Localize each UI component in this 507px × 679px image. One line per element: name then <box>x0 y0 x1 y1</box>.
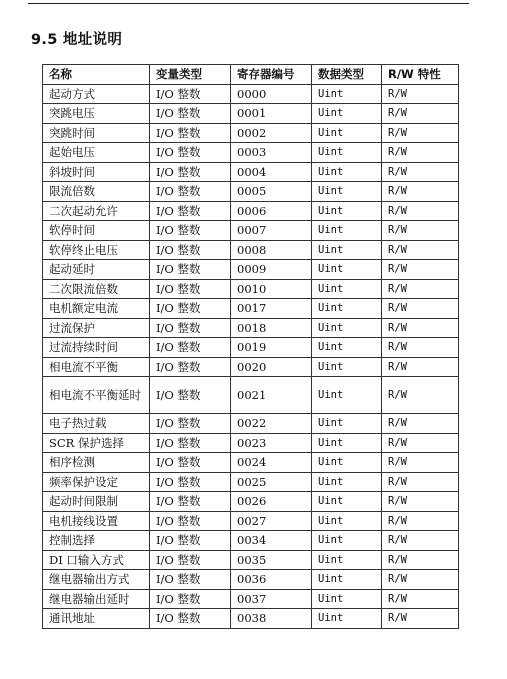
cell-register-number: 0009 <box>231 260 312 280</box>
cell-register-number: 0010 <box>231 279 312 299</box>
cell-rw: R/W <box>382 570 459 590</box>
cell-variable-type: I/O 整数 <box>150 143 231 163</box>
cell-name: 二次起动允许 <box>43 201 150 221</box>
cell-register-number: 0027 <box>231 511 312 531</box>
header-rw: R/W 特性 <box>382 65 459 85</box>
cell-data-type: Uint <box>312 318 382 338</box>
cell-variable-type: I/O 整数 <box>150 162 231 182</box>
cell-name: DI 口输入方式 <box>43 550 150 570</box>
cell-variable-type: I/O 整数 <box>150 589 231 609</box>
cell-variable-type: I/O 整数 <box>150 472 231 492</box>
cell-rw: R/W <box>382 609 459 629</box>
cell-variable-type: I/O 整数 <box>150 84 231 104</box>
table-row <box>43 338 459 358</box>
cell-name: 相电流不平衡 <box>43 357 150 377</box>
cell-variable-type: I/O 整数 <box>150 377 231 414</box>
cell-register-number: 0017 <box>231 299 312 319</box>
cell-data-type: Uint <box>312 201 382 221</box>
cell-variable-type: I/O 整数 <box>150 511 231 531</box>
cell-data-type: Uint <box>312 123 382 143</box>
cell-data-type: Uint <box>312 453 382 473</box>
cell-data-type: Uint <box>312 357 382 377</box>
table-header-row <box>43 65 459 85</box>
cell-register-number: 0036 <box>231 570 312 590</box>
cell-register-number: 0002 <box>231 123 312 143</box>
cell-register-number: 0024 <box>231 453 312 473</box>
cell-variable-type: I/O 整数 <box>150 414 231 434</box>
cell-register-number: 0003 <box>231 143 312 163</box>
cell-variable-type: I/O 整数 <box>150 433 231 453</box>
table-row <box>43 104 459 124</box>
cell-register-number: 0008 <box>231 240 312 260</box>
table-row <box>43 570 459 590</box>
cell-variable-type: I/O 整数 <box>150 123 231 143</box>
cell-name: 起动方式 <box>43 84 150 104</box>
cell-rw: R/W <box>382 182 459 202</box>
cell-data-type: Uint <box>312 104 382 124</box>
cell-rw: R/W <box>382 318 459 338</box>
cell-data-type: Uint <box>312 377 382 414</box>
cell-rw: R/W <box>382 240 459 260</box>
table-row <box>43 143 459 163</box>
cell-variable-type: I/O 整数 <box>150 338 231 358</box>
cell-rw: R/W <box>382 433 459 453</box>
table-row <box>43 201 459 221</box>
cell-name: 继电器输出方式 <box>43 570 150 590</box>
cell-rw: R/W <box>382 260 459 280</box>
cell-variable-type: I/O 整数 <box>150 299 231 319</box>
cell-rw: R/W <box>382 589 459 609</box>
cell-data-type: Uint <box>312 472 382 492</box>
table-row <box>43 221 459 241</box>
cell-register-number: 0005 <box>231 182 312 202</box>
table-row <box>43 162 459 182</box>
cell-rw: R/W <box>382 123 459 143</box>
cell-data-type: Uint <box>312 531 382 551</box>
table-row <box>43 531 459 551</box>
cell-variable-type: I/O 整数 <box>150 318 231 338</box>
cell-variable-type: I/O 整数 <box>150 240 231 260</box>
table-row <box>43 589 459 609</box>
cell-variable-type: I/O 整数 <box>150 492 231 512</box>
section-title: 9.5 地址说明 <box>31 32 123 48</box>
header-name: 名称 <box>43 65 150 85</box>
cell-register-number: 0035 <box>231 550 312 570</box>
cell-rw: R/W <box>382 338 459 358</box>
cell-name: 电机额定电流 <box>43 299 150 319</box>
cell-name: 突跳电压 <box>43 104 150 124</box>
table-row <box>43 84 459 104</box>
table-row <box>43 609 459 629</box>
cell-name: 相电流不平衡延时 <box>43 377 150 414</box>
cell-rw: R/W <box>382 531 459 551</box>
cell-data-type: Uint <box>312 240 382 260</box>
cell-variable-type: I/O 整数 <box>150 570 231 590</box>
cell-name: 二次限流倍数 <box>43 279 150 299</box>
cell-name: 起动延时 <box>43 260 150 280</box>
cell-rw: R/W <box>382 492 459 512</box>
cell-data-type: Uint <box>312 279 382 299</box>
cell-register-number: 0007 <box>231 221 312 241</box>
cell-rw: R/W <box>382 104 459 124</box>
cell-data-type: Uint <box>312 84 382 104</box>
cell-name: 突跳时间 <box>43 123 150 143</box>
cell-rw: R/W <box>382 472 459 492</box>
cell-name: 控制选择 <box>43 531 150 551</box>
table-row <box>43 260 459 280</box>
cell-register-number: 0006 <box>231 201 312 221</box>
cell-name: 过流保护 <box>43 318 150 338</box>
cell-variable-type: I/O 整数 <box>150 279 231 299</box>
cell-register-number: 0019 <box>231 338 312 358</box>
cell-rw: R/W <box>382 299 459 319</box>
cell-variable-type: I/O 整数 <box>150 550 231 570</box>
cell-register-number: 0018 <box>231 318 312 338</box>
header-data-type: 数据类型 <box>312 65 382 85</box>
table-row <box>43 492 459 512</box>
cell-rw: R/W <box>382 201 459 221</box>
cell-variable-type: I/O 整数 <box>150 260 231 280</box>
table-row <box>43 182 459 202</box>
cell-variable-type: I/O 整数 <box>150 357 231 377</box>
cell-data-type: Uint <box>312 492 382 512</box>
header-variable-type: 变量类型 <box>150 65 231 85</box>
cell-rw: R/W <box>382 357 459 377</box>
cell-name: 限流倍数 <box>43 182 150 202</box>
cell-name: 起动时间限制 <box>43 492 150 512</box>
cell-data-type: Uint <box>312 162 382 182</box>
cell-name: 起始电压 <box>43 143 150 163</box>
cell-data-type: Uint <box>312 550 382 570</box>
cell-rw: R/W <box>382 453 459 473</box>
cell-variable-type: I/O 整数 <box>150 201 231 221</box>
cell-name: 软停时间 <box>43 221 150 241</box>
cell-data-type: Uint <box>312 182 382 202</box>
cell-data-type: Uint <box>312 511 382 531</box>
cell-data-type: Uint <box>312 299 382 319</box>
cell-rw: R/W <box>382 279 459 299</box>
cell-rw: R/W <box>382 221 459 241</box>
cell-register-number: 0037 <box>231 589 312 609</box>
cell-rw: R/W <box>382 511 459 531</box>
table-row <box>43 433 459 453</box>
cell-data-type: Uint <box>312 609 382 629</box>
cell-data-type: Uint <box>312 260 382 280</box>
table-row <box>43 299 459 319</box>
cell-register-number: 0038 <box>231 609 312 629</box>
cell-name: 频率保护设定 <box>43 472 150 492</box>
cell-rw: R/W <box>382 550 459 570</box>
cell-name: 过流持续时间 <box>43 338 150 358</box>
cell-register-number: 0034 <box>231 531 312 551</box>
cell-variable-type: I/O 整数 <box>150 609 231 629</box>
cell-register-number: 0004 <box>231 162 312 182</box>
table-row <box>43 318 459 338</box>
cell-name: 继电器输出延时 <box>43 589 150 609</box>
cell-register-number: 0022 <box>231 414 312 434</box>
header-register-number: 寄存器编号 <box>231 65 312 85</box>
cell-variable-type: I/O 整数 <box>150 221 231 241</box>
table-row <box>43 377 459 414</box>
table-row <box>43 414 459 434</box>
address-table <box>42 64 459 629</box>
cell-rw: R/W <box>382 377 459 414</box>
cell-register-number: 0001 <box>231 104 312 124</box>
cell-name: SCR 保护选择 <box>43 433 150 453</box>
table-body <box>43 84 459 628</box>
cell-name: 通讯地址 <box>43 609 150 629</box>
table-row <box>43 357 459 377</box>
cell-name: 电子热过载 <box>43 414 150 434</box>
table-row <box>43 511 459 531</box>
cell-rw: R/W <box>382 414 459 434</box>
cell-rw: R/W <box>382 84 459 104</box>
cell-variable-type: I/O 整数 <box>150 182 231 202</box>
cell-data-type: Uint <box>312 414 382 434</box>
cell-rw: R/W <box>382 143 459 163</box>
cell-data-type: Uint <box>312 143 382 163</box>
cell-data-type: Uint <box>312 589 382 609</box>
cell-data-type: Uint <box>312 433 382 453</box>
cell-data-type: Uint <box>312 570 382 590</box>
cell-data-type: Uint <box>312 221 382 241</box>
table-row <box>43 472 459 492</box>
cell-register-number: 0026 <box>231 492 312 512</box>
cell-rw: R/W <box>382 162 459 182</box>
table-row <box>43 123 459 143</box>
table-row <box>43 453 459 473</box>
cell-register-number: 0020 <box>231 357 312 377</box>
table-row <box>43 550 459 570</box>
cell-variable-type: I/O 整数 <box>150 453 231 473</box>
cell-name: 软停终止电压 <box>43 240 150 260</box>
cell-variable-type: I/O 整数 <box>150 531 231 551</box>
header-rule <box>28 0 469 4</box>
cell-variable-type: I/O 整数 <box>150 104 231 124</box>
cell-data-type: Uint <box>312 338 382 358</box>
cell-register-number: 0021 <box>231 377 312 414</box>
cell-name: 斜坡时间 <box>43 162 150 182</box>
cell-name: 电机接线设置 <box>43 511 150 531</box>
cell-register-number: 0000 <box>231 84 312 104</box>
cell-register-number: 0025 <box>231 472 312 492</box>
cell-name: 相序检测 <box>43 453 150 473</box>
cell-register-number: 0023 <box>231 433 312 453</box>
table-row <box>43 240 459 260</box>
table-row <box>43 279 459 299</box>
